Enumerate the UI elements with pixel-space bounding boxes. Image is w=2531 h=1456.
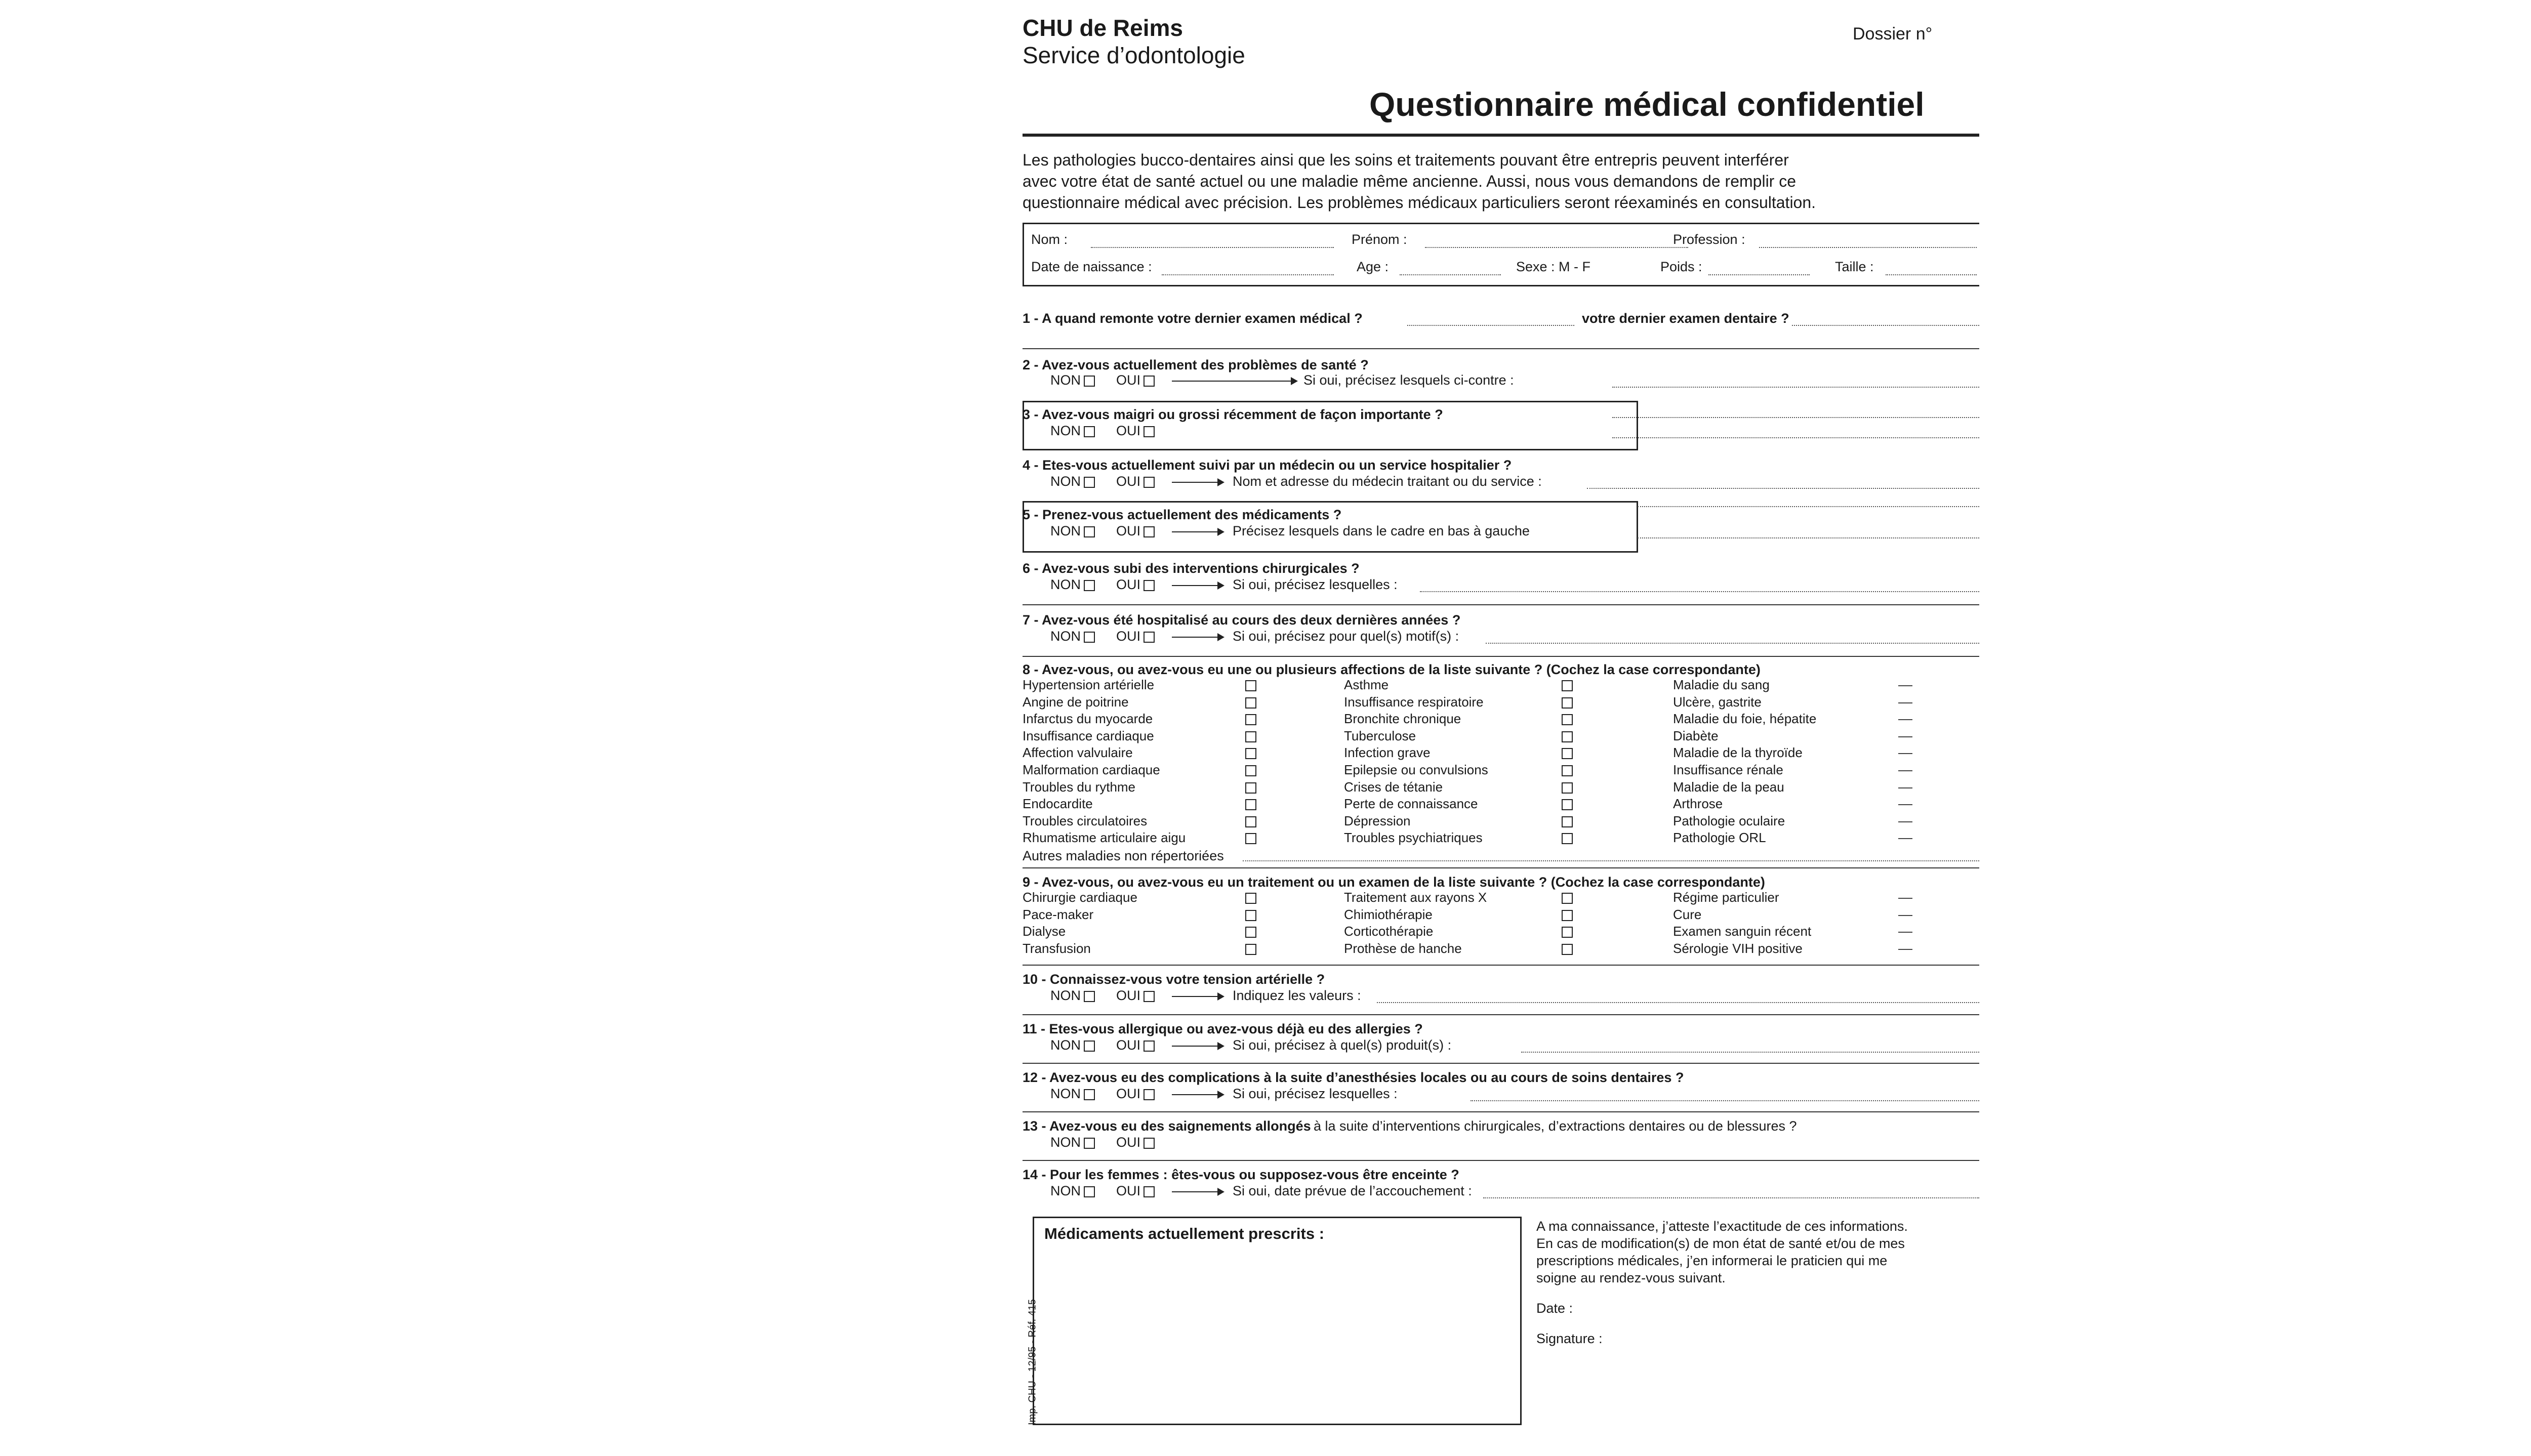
- q9-item-checkbox[interactable]: [1898, 898, 1912, 899]
- q4-non-checkbox[interactable]: [1084, 477, 1095, 488]
- arrow-icon: [1172, 1191, 1222, 1192]
- org-name: CHU de Reims: [1023, 15, 1183, 41]
- q2-non-checkbox[interactable]: [1084, 376, 1095, 387]
- q14-subtext: Si oui, date prévue de l’accouchement :: [1233, 1183, 1472, 1198]
- q9-item-checkbox[interactable]: [1898, 915, 1912, 916]
- q8-item-checkbox[interactable]: [1898, 770, 1912, 771]
- age-label: Age :: [1357, 259, 1389, 274]
- q8-text: 8 - Avez-vous, ou avez-vous eu une ou plusieurs affections de la liste suivante ? (Cochez la case correspondante): [1023, 662, 1761, 677]
- q8-item-label: Tuberculose: [1344, 728, 1416, 743]
- q12-text: 12 - Avez-vous eu des complications à la suite d’anesthésies locales ou au cours de soins dentaires ?: [1023, 1070, 1684, 1085]
- q7-text: 7 - Avez-vous été hospitalisé au cours des deux dernières années ?: [1023, 612, 1461, 628]
- q14-non[interactable]: [1050, 1183, 1095, 1199]
- q8-item-label: Troubles circulatoires: [1023, 813, 1148, 828]
- q9-item-checkbox[interactable]: [1898, 949, 1912, 950]
- q9-item-checkbox[interactable]: [1245, 944, 1256, 955]
- q8-item-label: Asthme: [1344, 677, 1389, 692]
- q3-non-label: NON: [1050, 423, 1081, 438]
- q8-item-checkbox[interactable]: [1562, 680, 1573, 691]
- q11-field[interactable]: [1521, 1052, 1979, 1053]
- q9-item-checkbox[interactable]: [1245, 910, 1256, 921]
- q10-non-label: NON: [1050, 988, 1081, 1003]
- q9-item-checkbox[interactable]: [1245, 927, 1256, 938]
- q8-item-checkbox[interactable]: [1245, 714, 1256, 725]
- q7-oui[interactable]: [1116, 629, 1155, 644]
- q2-non[interactable]: [1050, 372, 1095, 388]
- q2-field-3[interactable]: [1612, 437, 1979, 438]
- q3-oui[interactable]: [1116, 423, 1155, 439]
- q12-non[interactable]: [1050, 1086, 1095, 1102]
- q8-item-checkbox[interactable]: [1898, 804, 1912, 805]
- q8-item-label: Dépression: [1344, 813, 1411, 828]
- sexe-label: Sexe : M - F: [1516, 259, 1591, 274]
- intro-line-1: Les pathologies bucco-dentaires ainsi que les soins et traitements pouvant être entrepris peuvent interférer: [1023, 151, 1789, 169]
- q5-oui-label: OUI: [1116, 523, 1141, 538]
- q4-oui-label: OUI: [1116, 474, 1141, 489]
- arrow-icon: [1172, 482, 1222, 483]
- q2-subtext: Si oui, précisez lesquels ci-contre :: [1303, 372, 1514, 388]
- q8-item-checkbox[interactable]: [1562, 697, 1573, 709]
- q2-text: 2 - Avez-vous actuellement des problèmes de santé ?: [1023, 357, 1369, 372]
- q8-item-checkbox[interactable]: [1562, 833, 1573, 844]
- divider: [1023, 1111, 1979, 1112]
- q11-non-label: NON: [1050, 1037, 1081, 1053]
- q11-text: 11 - Etes-vous allergique ou avez-vous déjà eu des allergies ?: [1023, 1021, 1423, 1036]
- q8-item-label: Ulcère, gastrite: [1673, 694, 1762, 710]
- q12-oui-checkbox[interactable]: [1144, 1089, 1155, 1100]
- q6-oui[interactable]: [1116, 577, 1155, 593]
- q8-item-checkbox[interactable]: [1562, 714, 1573, 725]
- q4-field[interactable]: [1587, 488, 1979, 489]
- q2-oui-label: OUI: [1116, 372, 1141, 388]
- q13-oui-checkbox[interactable]: [1144, 1138, 1155, 1149]
- q3-non-checkbox[interactable]: [1084, 426, 1095, 437]
- q8-item-label: Insuffisance respiratoire: [1344, 694, 1484, 710]
- q9-item-checkbox[interactable]: [1562, 893, 1573, 904]
- q4-oui-checkbox[interactable]: [1144, 477, 1155, 488]
- identity-box: [1023, 223, 1979, 286]
- nom-field[interactable]: [1091, 247, 1334, 248]
- q7-oui-checkbox[interactable]: [1144, 632, 1155, 643]
- q7-non-checkbox[interactable]: [1084, 632, 1095, 643]
- q8-item-checkbox[interactable]: [1562, 748, 1573, 759]
- q2-oui[interactable]: [1116, 372, 1155, 388]
- q8-item-label: Maladie de la thyroïde: [1673, 745, 1803, 761]
- q8-item-label: Crises de tétanie: [1344, 779, 1443, 795]
- q8-item-checkbox[interactable]: [1245, 697, 1256, 709]
- q8-item-checkbox[interactable]: [1245, 680, 1256, 691]
- q13-oui[interactable]: [1116, 1135, 1155, 1150]
- q4-oui[interactable]: [1116, 474, 1155, 489]
- q8-item-label: Bronchite chronique: [1344, 711, 1461, 727]
- arrow-icon: [1172, 381, 1296, 382]
- q14-non-checkbox[interactable]: [1084, 1186, 1095, 1197]
- q13-non-label: NON: [1050, 1135, 1081, 1150]
- q8-item-label: Troubles du rythme: [1023, 779, 1136, 795]
- q8-item-checkbox[interactable]: [1562, 799, 1573, 810]
- q9-item-label: Cure: [1673, 906, 1702, 922]
- q12-non-label: NON: [1050, 1086, 1081, 1101]
- q9-item-label: Dialyse: [1023, 924, 1066, 939]
- page-title: Questionnaire médical confidentiel: [1369, 86, 1925, 123]
- q10-non-checkbox[interactable]: [1084, 991, 1095, 1002]
- q10-non[interactable]: [1050, 988, 1095, 1004]
- q5-field[interactable]: [1638, 506, 1979, 507]
- q10-text: 10 - Connaissez-vous votre tension artérielle ?: [1023, 972, 1325, 987]
- medical-questionnaire-form: [1015, 0, 1979, 1456]
- q8-item-label: Troubles psychiatriques: [1344, 830, 1483, 846]
- attest-line-2: En cas de modification(s) de mon état de santé et/ou de mes: [1536, 1236, 1905, 1251]
- q8-item-label: Epilepsie ou convulsions: [1344, 762, 1488, 777]
- q8-item-label: Maladie du sang: [1673, 677, 1770, 692]
- q8-item-checkbox[interactable]: [1562, 782, 1573, 794]
- q6-non-checkbox[interactable]: [1084, 580, 1095, 591]
- q14-non-label: NON: [1050, 1183, 1081, 1198]
- q9-item-checkbox[interactable]: [1898, 932, 1912, 933]
- q7-non[interactable]: [1050, 629, 1095, 644]
- q8-other-field[interactable]: [1243, 860, 1979, 861]
- profession-label: Profession :: [1673, 232, 1745, 247]
- form-reference: Imp. CHU - 12/95 - Réf. 415: [1027, 1299, 1038, 1425]
- q8-item-label: Hypertension artérielle: [1023, 677, 1155, 692]
- dossier-label: Dossier n°: [1853, 24, 1933, 44]
- q8-item-checkbox[interactable]: [1245, 799, 1256, 810]
- q8-item-label: Infection grave: [1344, 745, 1431, 761]
- naissance-field[interactable]: [1162, 274, 1334, 275]
- age-field[interactable]: [1400, 274, 1501, 275]
- q11-subtext: Si oui, précisez à quel(s) produit(s) :: [1233, 1037, 1452, 1053]
- q9-item-checkbox[interactable]: [1562, 910, 1573, 921]
- signature-label: Signature :: [1536, 1331, 1603, 1346]
- q8-item-checkbox[interactable]: [1245, 782, 1256, 794]
- q9-item-checkbox[interactable]: [1245, 893, 1256, 904]
- divider: [1023, 965, 1979, 966]
- poids-field[interactable]: [1708, 274, 1810, 275]
- q8-other-label: Autres maladies non répertoriées: [1023, 848, 1224, 863]
- q6-non-label: NON: [1050, 577, 1081, 592]
- q8-item-checkbox[interactable]: [1245, 816, 1256, 827]
- q2-field[interactable]: [1612, 387, 1979, 388]
- q5-subtext: Précisez lesquels dans le cadre en bas à gauche: [1233, 523, 1530, 538]
- q1-dental-field[interactable]: [1792, 325, 1979, 326]
- q2-field-2[interactable]: [1612, 417, 1979, 418]
- divider: [1023, 348, 1979, 349]
- q8-item-checkbox[interactable]: [1245, 731, 1256, 742]
- q2-non-label: NON: [1050, 372, 1081, 388]
- q8-item-checkbox[interactable]: [1898, 838, 1912, 839]
- q3-text: 3 - Avez-vous maigri ou grossi récemment de façon importante ?: [1023, 407, 1443, 422]
- q9-item-label: Chimiothérapie: [1344, 906, 1433, 922]
- q10-oui-label: OUI: [1116, 988, 1141, 1003]
- q8-item-checkbox[interactable]: [1898, 787, 1912, 788]
- divider: [1023, 1014, 1979, 1015]
- q8-item-label: Malformation cardiaque: [1023, 762, 1160, 777]
- q2-oui-checkbox[interactable]: [1144, 376, 1155, 387]
- q11-oui[interactable]: [1116, 1037, 1155, 1053]
- q4-non-label: NON: [1050, 474, 1081, 489]
- q4-subtext: Nom et adresse du médecin traitant ou du service :: [1233, 474, 1542, 489]
- q8-item-checkbox[interactable]: [1898, 753, 1912, 754]
- profession-field[interactable]: [1759, 247, 1977, 248]
- q8-item-checkbox[interactable]: [1245, 748, 1256, 759]
- q10-subtext: Indiquez les valeurs :: [1233, 988, 1361, 1003]
- prenom-label: Prénom :: [1352, 232, 1407, 247]
- q6-field[interactable]: [1420, 591, 1979, 592]
- q12-oui[interactable]: [1116, 1086, 1155, 1102]
- q5-non-label: NON: [1050, 523, 1081, 538]
- date-label: Date :: [1536, 1301, 1573, 1316]
- q9-item-label: Chirurgie cardiaque: [1023, 890, 1137, 905]
- arrow-icon: [1172, 637, 1222, 638]
- q14-oui[interactable]: [1116, 1183, 1155, 1199]
- q8-item-label: Perte de connaissance: [1344, 796, 1478, 812]
- q7-oui-label: OUI: [1116, 629, 1141, 644]
- q14-field[interactable]: [1483, 1197, 1979, 1198]
- q8-item-label: Pathologie oculaire: [1673, 813, 1785, 828]
- q14-oui-checkbox[interactable]: [1144, 1186, 1155, 1197]
- medications-title: Médicaments actuellement prescrits :: [1044, 1225, 1325, 1242]
- q8-item-label: Insuffisance cardiaque: [1023, 728, 1154, 743]
- q5-oui[interactable]: [1116, 523, 1155, 539]
- q9-item-label: Pace-maker: [1023, 906, 1094, 922]
- q3-oui-checkbox[interactable]: [1144, 426, 1155, 437]
- attest-line-1: A ma connaissance, j’atteste l’exactitude de ces informations.: [1536, 1219, 1908, 1234]
- q7-field[interactable]: [1486, 643, 1979, 644]
- q8-item-label: Angine de poitrine: [1023, 694, 1129, 710]
- q5-text: 5 - Prenez-vous actuellement des médicaments ?: [1023, 507, 1342, 522]
- arrow-icon: [1172, 1094, 1222, 1095]
- title-rule: [1023, 134, 1979, 137]
- q13-subtext: à la suite d’interventions chirurgicales, d’extractions dentaires ou de blessures ?: [1314, 1118, 1797, 1134]
- q5-field-2[interactable]: [1638, 537, 1979, 538]
- q8-item-label: Pathologie ORL: [1673, 830, 1766, 846]
- q14-oui-label: OUI: [1116, 1183, 1141, 1198]
- q5-non[interactable]: [1050, 523, 1095, 539]
- q9-item-label: Sérologie VIH positive: [1673, 940, 1803, 956]
- taille-field[interactable]: [1886, 274, 1977, 275]
- q7-non-label: NON: [1050, 629, 1081, 644]
- q4-text: 4 - Etes-vous actuellement suivi par un médecin ou un service hospitalier ?: [1023, 457, 1512, 473]
- q9-item-checkbox[interactable]: [1562, 944, 1573, 955]
- q8-item-label: Diabète: [1673, 728, 1719, 743]
- q4-non[interactable]: [1050, 474, 1095, 489]
- q13-non[interactable]: [1050, 1135, 1095, 1150]
- q9-item-checkbox[interactable]: [1562, 927, 1573, 938]
- q9-item-label: Examen sanguin récent: [1673, 924, 1812, 939]
- q8-item-checkbox[interactable]: [1245, 765, 1256, 776]
- q8-item-checkbox[interactable]: [1562, 731, 1573, 742]
- q9-item-label: Régime particulier: [1673, 890, 1779, 905]
- q6-oui-checkbox[interactable]: [1144, 580, 1155, 591]
- q1-dental-text: votre dernier examen dentaire ?: [1582, 311, 1789, 326]
- q12-field[interactable]: [1471, 1100, 1979, 1101]
- divider: [1023, 656, 1979, 657]
- taille-label: Taille :: [1835, 259, 1874, 274]
- q3-oui-label: OUI: [1116, 423, 1141, 438]
- medications-box[interactable]: [1033, 1217, 1522, 1425]
- q9-item-label: Transfusion: [1023, 940, 1091, 956]
- q9-item-label: Corticothérapie: [1344, 924, 1434, 939]
- q8-item-checkbox[interactable]: [1562, 816, 1573, 827]
- arrow-icon: [1172, 531, 1222, 532]
- q8-item-label: Rhumatisme articulaire aigu: [1023, 830, 1186, 846]
- q8-item-label: Endocardite: [1023, 796, 1093, 812]
- divider: [1023, 1063, 1979, 1064]
- q9-item-label: Prothèse de hanche: [1344, 940, 1462, 956]
- divider: [1023, 867, 1979, 868]
- naissance-label: Date de naissance :: [1031, 259, 1152, 274]
- q8-item-checkbox[interactable]: [1898, 685, 1912, 686]
- q8-item-checkbox[interactable]: [1245, 833, 1256, 844]
- q10-oui-checkbox[interactable]: [1144, 991, 1155, 1002]
- q8-item-checkbox[interactable]: [1562, 765, 1573, 776]
- service-name: Service d’odontologie: [1023, 42, 1245, 68]
- attest-line-4: soigne au rendez-vous suivant.: [1536, 1270, 1726, 1285]
- intro-line-2: avec votre état de santé actuel ou une maladie même ancienne. Aussi, nous vous demandons de remplir ce: [1023, 172, 1797, 190]
- q6-oui-label: OUI: [1116, 577, 1141, 592]
- q8-item-checkbox[interactable]: [1898, 821, 1912, 822]
- q8-item-checkbox[interactable]: [1898, 736, 1912, 737]
- q9-text: 9 - Avez-vous, ou avez-vous eu un traitement ou un examen de la liste suivante ? (Cochez la case correspondante): [1023, 875, 1765, 890]
- q9-item-label: Traitement aux rayons X: [1344, 890, 1487, 905]
- q6-text: 6 - Avez-vous subi des interventions chirurgicales ?: [1023, 561, 1360, 576]
- q8-item-label: Insuffisance rénale: [1673, 762, 1783, 777]
- arrow-icon: [1172, 585, 1222, 586]
- q12-subtext: Si oui, précisez lesquelles :: [1233, 1086, 1398, 1101]
- q10-field[interactable]: [1377, 1002, 1979, 1003]
- q8-item-label: Maladie du foie, hépatite: [1673, 711, 1817, 727]
- q11-non-checkbox[interactable]: [1084, 1041, 1095, 1052]
- divider: [1023, 604, 1979, 605]
- q8-item-label: Infarctus du myocarde: [1023, 711, 1153, 727]
- q13-text: 13 - Avez-vous eu des saignements allongés: [1023, 1118, 1311, 1134]
- nom-label: Nom :: [1031, 232, 1068, 247]
- q10-oui[interactable]: [1116, 988, 1155, 1004]
- q8-item-label: Affection valvulaire: [1023, 745, 1133, 761]
- q8-item-label: Arthrose: [1673, 796, 1723, 812]
- q11-oui-label: OUI: [1116, 1037, 1141, 1053]
- q12-oui-label: OUI: [1116, 1086, 1141, 1101]
- q7-subtext: Si oui, précisez pour quel(s) motif(s) :: [1233, 629, 1459, 644]
- q6-non[interactable]: [1050, 577, 1095, 593]
- intro-line-3: questionnaire médical avec précision. Les problèmes médicaux particuliers seront réexaminés en consultation.: [1023, 193, 1816, 212]
- poids-label: Poids :: [1660, 259, 1702, 274]
- q8-item-label: Maladie de la peau: [1673, 779, 1784, 795]
- q8-item-checkbox[interactable]: [1898, 702, 1912, 703]
- arrow-icon: [1172, 996, 1222, 997]
- q13-non-checkbox[interactable]: [1084, 1138, 1095, 1149]
- q13-oui-label: OUI: [1116, 1135, 1141, 1150]
- arrow-icon: [1172, 1046, 1222, 1047]
- q6-subtext: Si oui, précisez lesquelles :: [1233, 577, 1398, 592]
- q3-non[interactable]: [1050, 423, 1095, 439]
- q8-item-checkbox[interactable]: [1898, 719, 1912, 720]
- q5-oui-checkbox[interactable]: [1144, 526, 1155, 537]
- q1-text: 1 - A quand remonte votre dernier examen médical ?: [1023, 311, 1363, 326]
- divider: [1023, 1160, 1979, 1161]
- q14-text: 14 - Pour les femmes : êtes-vous ou supposez-vous être enceinte ?: [1023, 1167, 1459, 1182]
- attest-line-3: prescriptions médicales, j’en informerai le praticien qui me: [1536, 1253, 1888, 1268]
- q12-non-checkbox[interactable]: [1084, 1089, 1095, 1100]
- q5-non-checkbox[interactable]: [1084, 526, 1095, 537]
- prenom-field[interactable]: [1425, 247, 1688, 248]
- q1-medical-field[interactable]: [1407, 325, 1574, 326]
- q11-non[interactable]: [1050, 1037, 1095, 1053]
- q11-oui-checkbox[interactable]: [1144, 1041, 1155, 1052]
